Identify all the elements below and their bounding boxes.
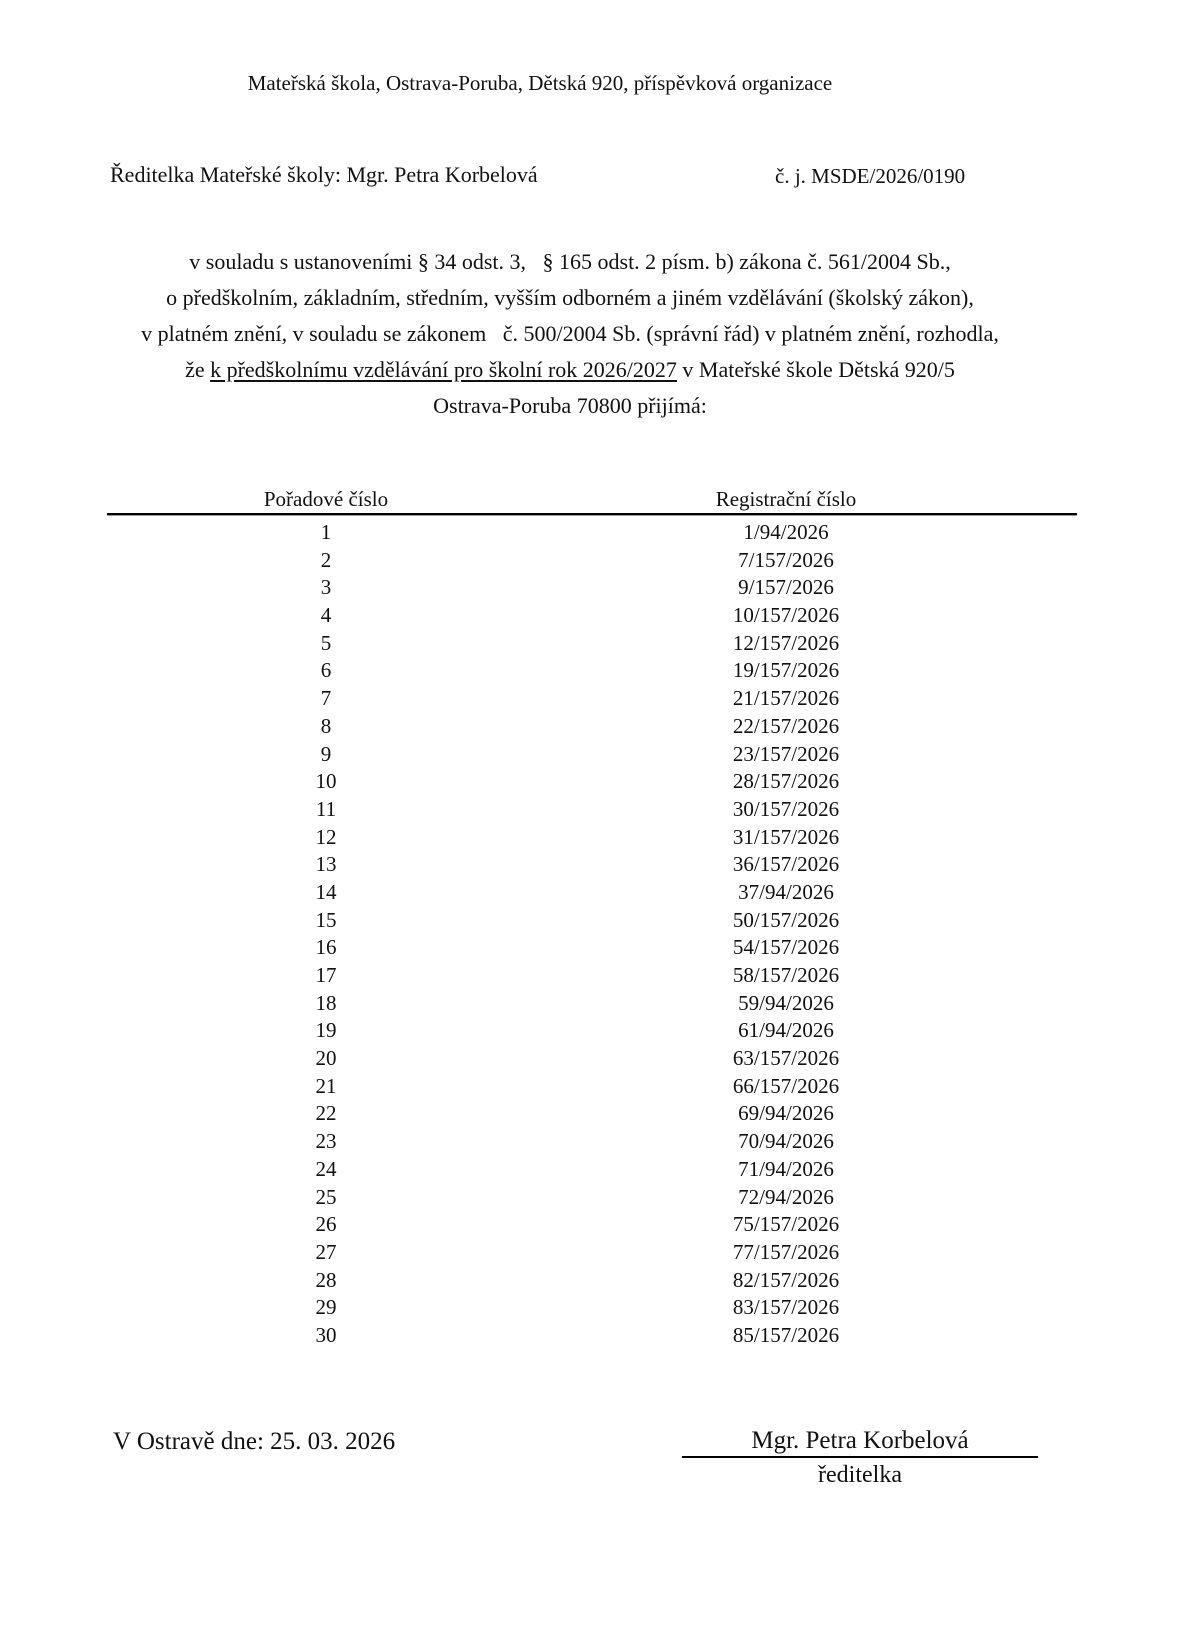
signature-name: Mgr. Petra Korbelová bbox=[751, 1427, 969, 1454]
registration-cell: 21/157/2026 bbox=[732, 686, 840, 711]
ordinal-cell: 13 bbox=[315, 852, 337, 877]
table-row bbox=[107, 796, 1077, 824]
ordinal-column-header: Pořadové číslo bbox=[263, 487, 389, 511]
ordinal-cell: 21 bbox=[315, 1073, 337, 1098]
ordinal-cell: 2 bbox=[320, 547, 332, 572]
table-row bbox=[107, 824, 1077, 852]
registration-cell: 37/94/2026 bbox=[738, 879, 834, 904]
registration-cell: 50/157/2026 bbox=[732, 907, 840, 932]
registration-cell: 10/157/2026 bbox=[732, 603, 840, 628]
table-row bbox=[107, 990, 1077, 1018]
registration-cell: 31/157/2026 bbox=[732, 824, 840, 849]
place-and-date: V Ostravě dne: 25. 03. 2026 bbox=[113, 1428, 396, 1455]
registration-cell: 30/157/2026 bbox=[732, 796, 840, 821]
table-header-row bbox=[107, 487, 1077, 511]
ordinal-cell: 7 bbox=[320, 686, 332, 711]
ordinal-cell: 25 bbox=[315, 1184, 337, 1209]
preamble-line-3: v platném znění, v souladu se zákonem č. 500/2004 Sb. (správní řád) v platném znění, rozhodla, bbox=[141, 321, 999, 346]
ordinal-cell: 28 bbox=[315, 1267, 337, 1292]
registration-cell: 22/157/2026 bbox=[732, 713, 840, 738]
registration-cell: 83/157/2026 bbox=[732, 1295, 840, 1320]
registration-cell: 72/94/2026 bbox=[738, 1184, 834, 1209]
table-row bbox=[107, 879, 1077, 907]
table-row bbox=[107, 962, 1077, 990]
ordinal-cell: 10 bbox=[315, 769, 337, 794]
registration-cell: 59/94/2026 bbox=[738, 990, 834, 1015]
ordinal-cell: 1 bbox=[320, 520, 332, 544]
registration-cell: 54/157/2026 bbox=[732, 935, 840, 960]
signature-line bbox=[682, 1456, 1038, 1458]
ordinal-cell: 27 bbox=[315, 1239, 337, 1264]
table-body bbox=[107, 519, 1077, 1350]
table-row bbox=[107, 1045, 1077, 1073]
table-row bbox=[107, 934, 1077, 962]
table-row bbox=[107, 1128, 1077, 1156]
registration-cell: 69/94/2026 bbox=[738, 1101, 834, 1126]
registration-cell: 61/94/2026 bbox=[738, 1018, 834, 1043]
preamble-line-5: Ostrava-Poruba 70800 přijímá: bbox=[433, 393, 707, 418]
admissions-table bbox=[107, 487, 1077, 1350]
table-row bbox=[107, 713, 1077, 741]
reference-number: č. j. MSDE/2026/0190 bbox=[775, 164, 966, 188]
ordinal-cell: 9 bbox=[320, 741, 332, 766]
ordinal-cell: 30 bbox=[315, 1322, 337, 1347]
table-header-rule bbox=[107, 513, 1077, 516]
table-row bbox=[107, 574, 1077, 602]
table-row bbox=[107, 657, 1077, 685]
registration-cell: 82/157/2026 bbox=[732, 1267, 840, 1292]
registration-cell: 58/157/2026 bbox=[732, 963, 840, 987]
table-row bbox=[107, 1211, 1077, 1239]
registration-cell: 77/157/2026 bbox=[732, 1239, 840, 1264]
table-row bbox=[107, 1156, 1077, 1184]
ordinal-cell: 23 bbox=[315, 1129, 337, 1154]
registration-cell: 63/157/2026 bbox=[732, 1046, 840, 1071]
ordinal-cell: 12 bbox=[315, 824, 337, 849]
ordinal-cell: 11 bbox=[315, 796, 337, 821]
table-row bbox=[107, 630, 1077, 658]
registration-cell: 75/157/2026 bbox=[732, 1212, 840, 1237]
director-line: Ředitelka Mateřské školy: Mgr. Petra Korbelová bbox=[110, 162, 538, 187]
ordinal-cell: 26 bbox=[315, 1212, 337, 1237]
table-row bbox=[107, 1267, 1077, 1295]
ordinal-cell: 8 bbox=[320, 713, 332, 738]
registration-cell: 71/94/2026 bbox=[738, 1156, 834, 1181]
preamble-line-2: o předškolním, základním, středním, vyšším odborném a jiném vzdělávání (školský zákon), bbox=[166, 285, 974, 310]
ordinal-cell: 22 bbox=[315, 1101, 337, 1126]
table-row bbox=[107, 1294, 1077, 1322]
document-title: Mateřská škola, Ostrava-Poruba, Dětská 920, příspěvková organizace bbox=[247, 71, 833, 95]
ordinal-cell: 19 bbox=[315, 1018, 337, 1043]
signature-title: ředitelka bbox=[818, 1462, 902, 1488]
table-row bbox=[107, 907, 1077, 935]
preamble-paragraph bbox=[110, 244, 1030, 424]
table-row bbox=[107, 851, 1077, 879]
ordinal-cell: 6 bbox=[320, 658, 332, 683]
preamble-line-1: v souladu s ustanoveními § 34 odst. 3, § 165 odst. 2 písm. b) zákona č. 561/2004 Sb., bbox=[189, 249, 951, 274]
table-row bbox=[107, 1100, 1077, 1128]
registration-cell: 66/157/2026 bbox=[732, 1073, 840, 1098]
preamble-line-4-suffix: v Mateřské škole Dětská 920/5 bbox=[676, 357, 955, 382]
registration-column-header: Registrační číslo bbox=[715, 487, 857, 511]
ordinal-cell: 3 bbox=[320, 575, 332, 600]
ordinal-cell: 14 bbox=[315, 879, 337, 904]
ordinal-cell: 5 bbox=[320, 630, 332, 655]
table-row bbox=[107, 741, 1077, 769]
table-row bbox=[107, 1073, 1077, 1101]
registration-cell: 19/157/2026 bbox=[732, 658, 840, 683]
table-row bbox=[107, 1322, 1077, 1350]
registration-cell: 85/157/2026 bbox=[732, 1322, 840, 1347]
ordinal-cell: 15 bbox=[315, 907, 337, 932]
table-row bbox=[107, 1239, 1077, 1267]
preamble-line-4-prefix: že bbox=[185, 357, 211, 382]
table-row bbox=[107, 602, 1077, 630]
table-row bbox=[107, 1184, 1077, 1212]
registration-cell: 7/157/2026 bbox=[738, 547, 834, 572]
registration-cell: 70/94/2026 bbox=[738, 1129, 834, 1154]
table-row bbox=[107, 547, 1077, 575]
ordinal-cell: 16 bbox=[315, 935, 337, 960]
ordinal-cell: 29 bbox=[315, 1295, 337, 1320]
ordinal-cell: 24 bbox=[315, 1156, 337, 1181]
registration-cell: 36/157/2026 bbox=[732, 852, 840, 877]
table-row bbox=[107, 768, 1077, 796]
ordinal-cell: 4 bbox=[320, 603, 332, 628]
registration-cell: 12/157/2026 bbox=[732, 630, 840, 655]
table-row bbox=[107, 519, 1077, 547]
preamble-line-4-underlined-clause: k předškolnímu vzdělávání pro školní rok 2026/2027 bbox=[210, 357, 677, 382]
ordinal-cell: 17 bbox=[315, 963, 337, 987]
table-row bbox=[107, 685, 1077, 713]
registration-cell: 9/157/2026 bbox=[738, 575, 834, 600]
ordinal-cell: 18 bbox=[315, 990, 337, 1015]
ordinal-cell: 20 bbox=[315, 1046, 337, 1071]
registration-cell: 28/157/2026 bbox=[732, 769, 840, 794]
preamble-line-4 bbox=[110, 352, 1030, 388]
registration-cell: 23/157/2026 bbox=[732, 741, 840, 766]
registration-cell: 1/94/2026 bbox=[743, 520, 829, 544]
table-row bbox=[107, 1017, 1077, 1045]
